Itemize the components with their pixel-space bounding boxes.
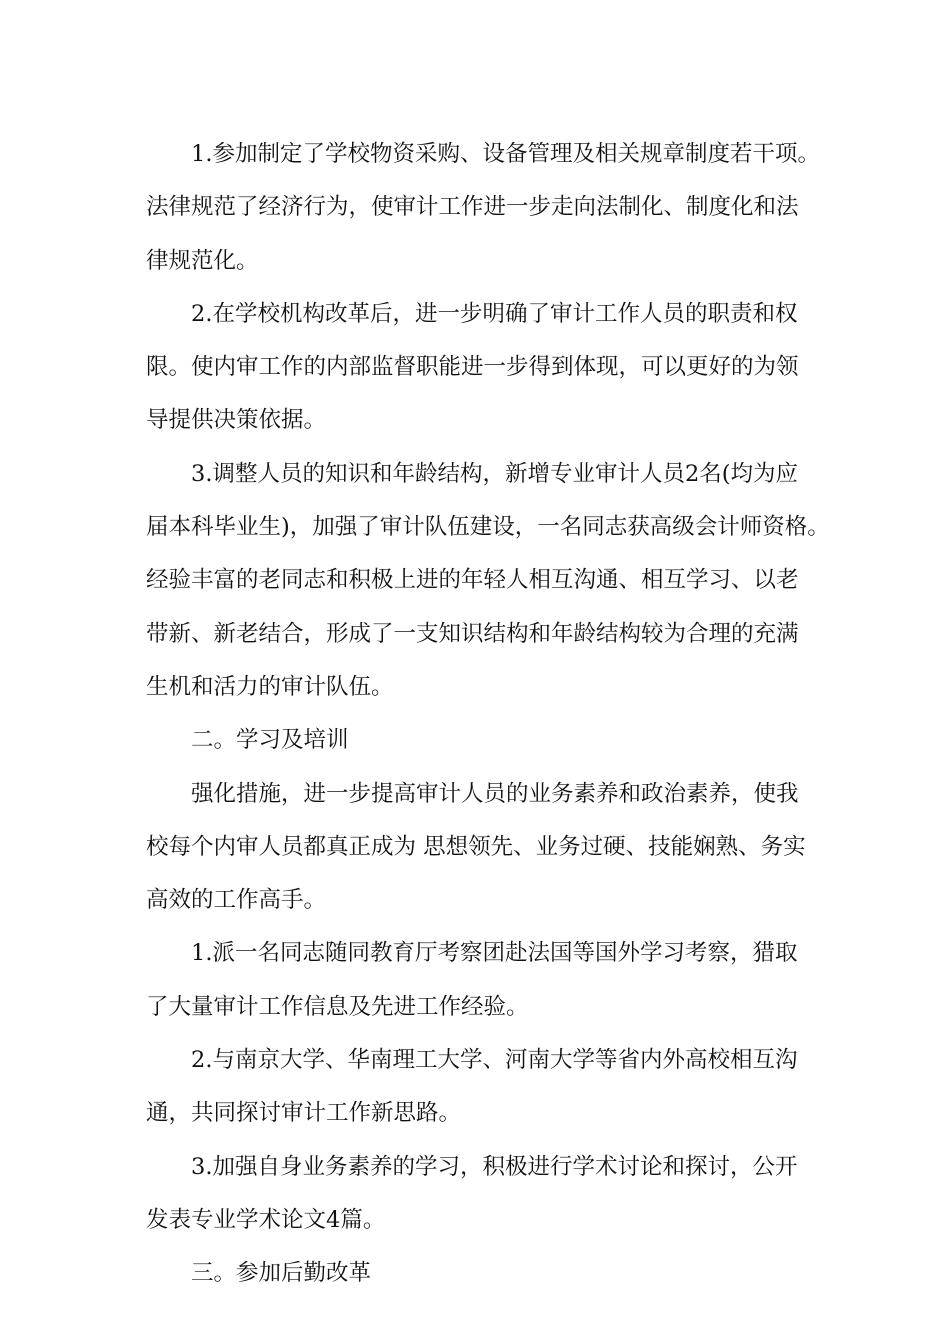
paragraph-line: 强化措施，进一步提高审计人员的业务素养和政治素养，使我: [191, 780, 799, 807]
paragraph-line: 律规范化。: [146, 247, 259, 274]
paragraph-line: 1.派一名同志随同教育厅考察团赴法国等国外学习考察，猎取: [191, 940, 798, 967]
paragraph-line: 3.调整人员的知识和年龄结构，新增专业审计人员2名(均为应: [191, 460, 799, 487]
section-heading: 三。参加后勤改革: [191, 1260, 372, 1287]
document-body: [146, 134, 830, 1307]
paragraph-line: 2.在学校机构改革后，进一步明确了审计工作人员的职责和权: [191, 300, 798, 327]
paragraph-line: 校每个内审人员都真正成为 思想领先、业务过硬、技能娴熟、务实: [146, 833, 806, 860]
paragraph-line: 高效的工作高手。: [146, 887, 327, 914]
paragraph-line: 了大量审计工作信息及先进工作经验。: [146, 993, 529, 1020]
paragraph-line: 1.参加制定了学校物资采购、设备管理及相关规章制度若干项。: [191, 141, 820, 167]
paragraph-line: 限。使内审工作的内部监督职能进一步得到体现，可以更好的为领: [146, 354, 799, 381]
section-heading: 二。学习及培训: [191, 727, 349, 754]
paragraph-line: 法律规范了经济行为，使审计工作进一步走向法制化、制度化和法: [146, 194, 799, 221]
paragraph-line: 届本科毕业生)，加强了审计队伍建设，一名同志获高级会计师资格。: [146, 514, 830, 541]
paragraph-line: 2.与南京大学、华南理工大学、河南大学等省内外高校相互沟: [191, 1047, 798, 1074]
paragraph-line: 经验丰富的老同志和积极上进的年轻人相互沟通、相互学习、以老: [146, 567, 799, 594]
paragraph-line: 通，共同探讨审计工作新思路。: [146, 1100, 462, 1127]
paragraph-line: 导提供决策依据。: [146, 407, 327, 434]
paragraph-line: 发表专业学术论文4篇。: [146, 1206, 386, 1233]
paragraph-line: 生机和活力的审计队伍。: [146, 673, 394, 700]
paragraph-line: 带新、新老结合，形成了一支知识结构和年龄结构较为合理的充满: [146, 620, 799, 647]
paragraph-line: 3.加强自身业务素养的学习，积极进行学术讨论和探讨，公开: [191, 1153, 798, 1180]
